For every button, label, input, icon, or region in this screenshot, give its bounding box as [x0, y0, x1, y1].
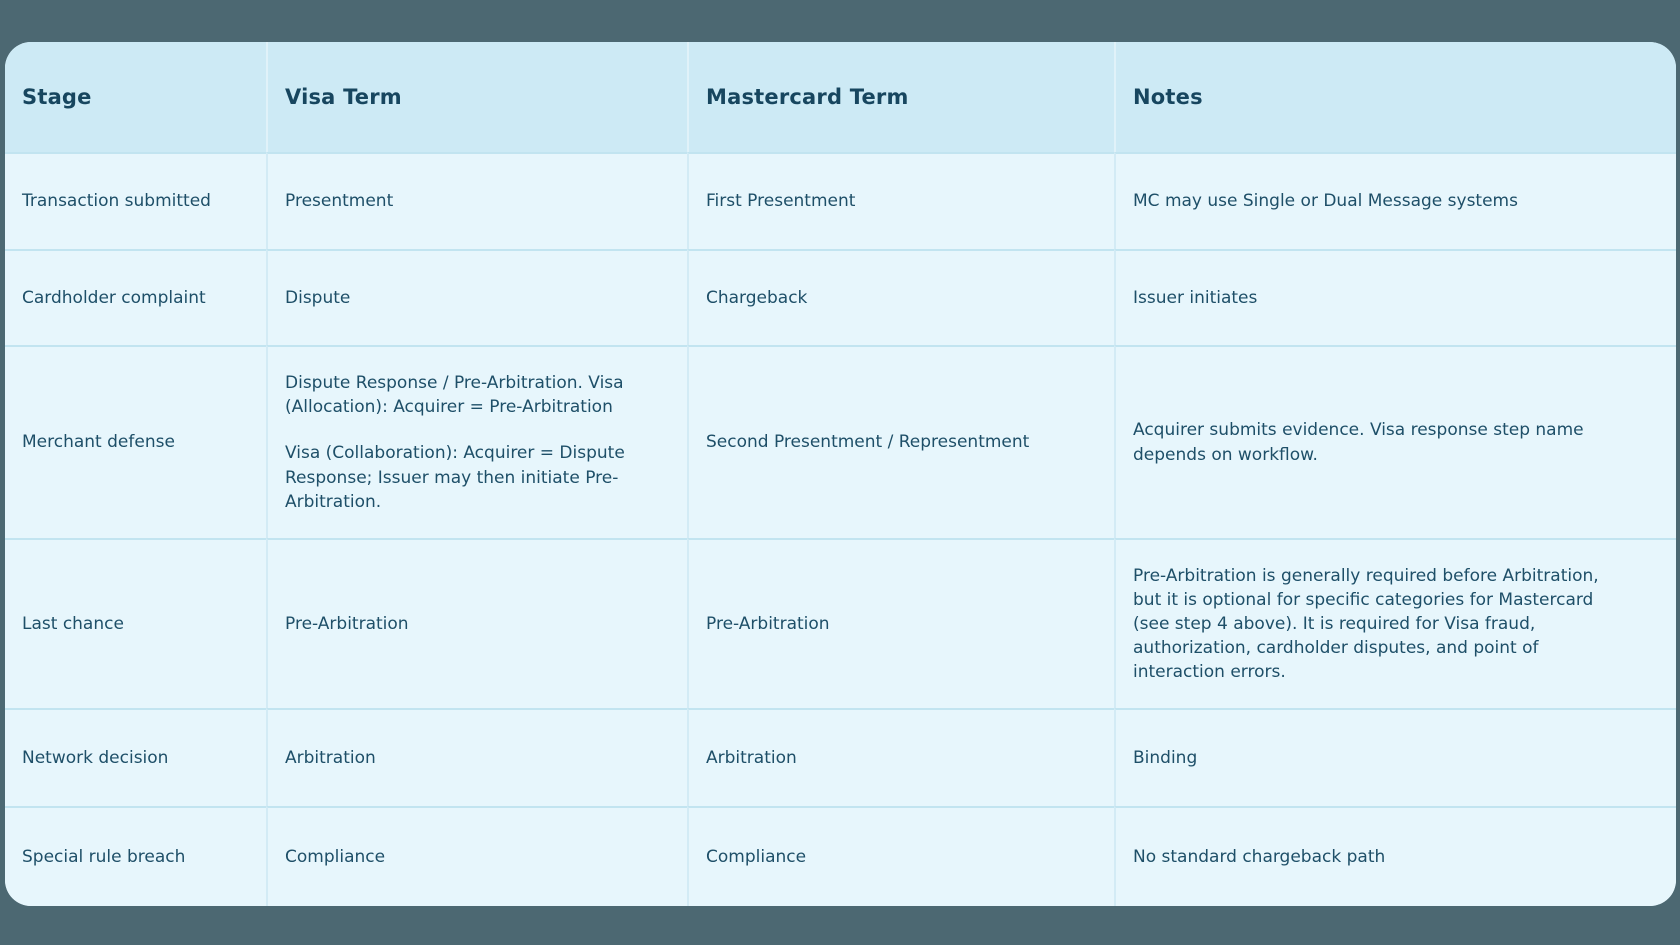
visa-term-paragraph: Visa (Collaboration): Acquirer = Dispute Response; Issuer may then initiate Pre-Arbitration. [285, 443, 625, 512]
mastercard-text: Pre-Arbitration [706, 613, 830, 634]
visa-term-paragraph: Dispute [285, 287, 351, 308]
stage-text: Special rule breach [22, 846, 186, 867]
mastercard-text: Chargeback [706, 287, 808, 308]
stage-cell [5, 152, 266, 249]
column-header-label: Mastercard Term [706, 85, 909, 109]
table-grid [5, 42, 1676, 906]
stage-text: Network decision [22, 747, 169, 768]
notes-text: MC may use Single or Dual Message systems [1133, 191, 1518, 212]
mastercard-term-cell [687, 708, 1114, 806]
visa-term-cell [266, 345, 687, 538]
notes-cell [1114, 152, 1676, 249]
notes-cell [1114, 345, 1676, 538]
stage-cell [5, 249, 266, 345]
visa-term-cell [266, 708, 687, 806]
notes-text: Pre-Arbitration is generally required before Arbitration, but it is optional for specific categories for Mastercard (see step 4 above). It is required for Visa fraud, authorization, cardholder disputes, and point of interaction errors. [1133, 565, 1599, 683]
stage-text: Merchant defense [22, 432, 175, 453]
mastercard-text: Arbitration [706, 747, 797, 768]
mastercard-term-cell [687, 345, 1114, 538]
mastercard-term-cell [687, 806, 1114, 906]
stage-text: Last chance [22, 613, 124, 634]
notes-text: Binding [1133, 747, 1198, 768]
visa-term-paragraph: Compliance [285, 846, 386, 867]
notes-cell [1114, 249, 1676, 345]
notes-text: No standard chargeback path [1133, 846, 1386, 867]
notes-cell [1114, 708, 1676, 806]
mastercard-text: Compliance [706, 846, 807, 867]
column-header-notes [1114, 42, 1676, 152]
notes-cell [1114, 806, 1676, 906]
stage-cell [5, 708, 266, 806]
column-header-visa-term [266, 42, 687, 152]
notes-text: Acquirer submits evidence. Visa response step name depends on workflow. [1133, 420, 1584, 465]
visa-term-paragraph: Pre-Arbitration [285, 613, 409, 634]
stage-text: Cardholder complaint [22, 287, 206, 308]
column-header-label: Visa Term [285, 85, 402, 109]
stage-cell [5, 806, 266, 906]
mastercard-text: Second Presentment / Representment [706, 432, 1030, 453]
visa-term-cell [266, 249, 687, 345]
stage-cell [5, 345, 266, 538]
notes-text: Issuer initiates [1133, 287, 1258, 308]
stage-cell [5, 538, 266, 708]
mastercard-term-cell [687, 538, 1114, 708]
mastercard-term-cell [687, 249, 1114, 345]
notes-cell [1114, 538, 1676, 708]
mastercard-text: First Presentment [706, 191, 856, 212]
stage-text: Transaction submitted [22, 191, 211, 212]
visa-term-cell [266, 806, 687, 906]
visa-term-cell [266, 152, 687, 249]
column-header-label: Notes [1133, 85, 1203, 109]
visa-term-cell [266, 538, 687, 708]
comparison-table [5, 42, 1676, 906]
visa-term-paragraph: Arbitration [285, 747, 376, 768]
mastercard-term-cell [687, 152, 1114, 249]
column-header-mastercard-term [687, 42, 1114, 152]
visa-term-paragraph: Presentment [285, 191, 394, 212]
column-header-stage [5, 42, 266, 152]
column-header-label: Stage [22, 85, 92, 109]
visa-term-paragraph: Dispute Response / Pre-Arbitration. Visa (Allocation): Acquirer = Pre-Arbitration [285, 373, 624, 418]
